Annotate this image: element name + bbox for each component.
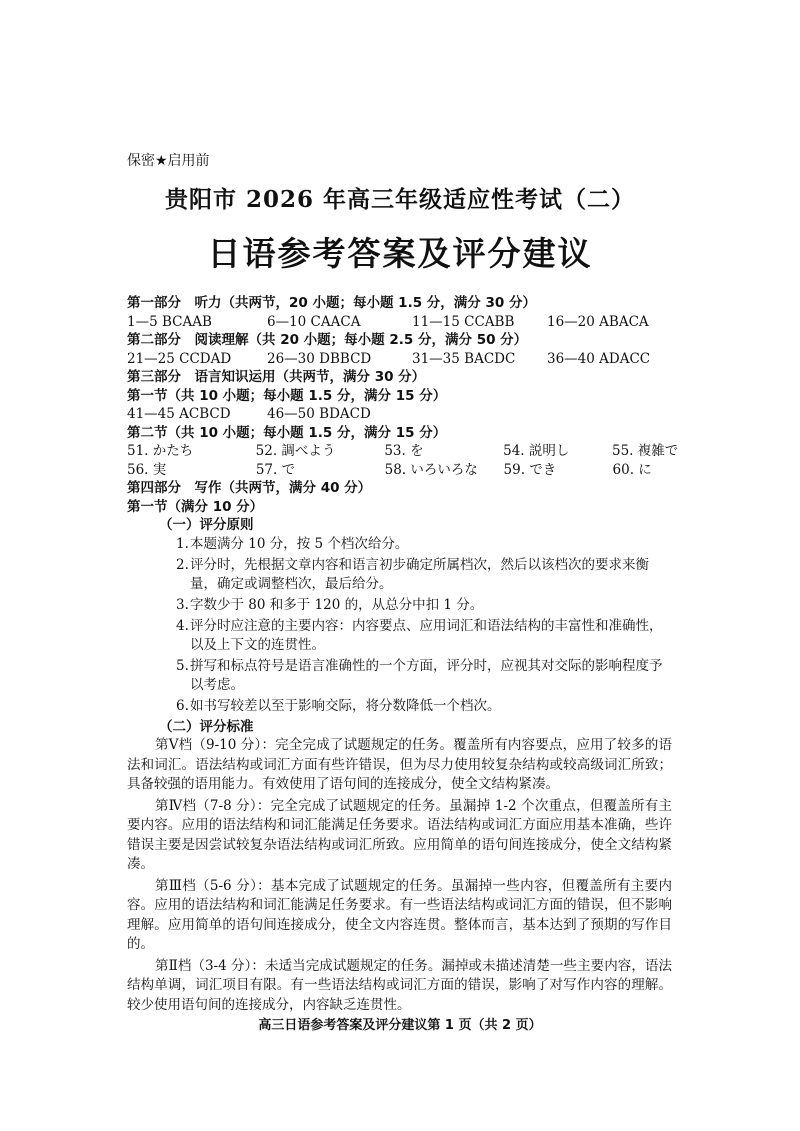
part2-answers: [127, 350, 672, 369]
part3-section1-answers: [127, 405, 672, 424]
answer-group: 11—15 CCABB: [412, 313, 515, 330]
page-footer: 高三日语参考答案及评分建议第 1 页（共 2 页）: [258, 1018, 542, 1033]
standard-paragraph: 第Ⅲ档（5-6 分）：基本完成了试题规定的任务。虽漏掉一些内容，但覆盖所有主要内容。应用的语法结构和词汇能满足任务要求。有一些语法结构或词汇方面的错误，但不影响理解。应用简单的语句间连接成分，使全文内容连贯。整体而言，基本达到了预期的写作目的。: [127, 877, 672, 952]
answer-group: 1—5 BCAAB: [127, 313, 212, 330]
item-number: 1.: [176, 535, 189, 552]
item-text: 评分时，先根据文章内容和语言初步确定所属档次，然后以该档次的要求来衡量，确定或调整档次，最后给分。: [190, 556, 649, 592]
item-text: 本题满分 10 分，按 5 个档次给分。: [190, 535, 409, 552]
standard-paragraph: 第Ⅳ档（7-8 分）：完全完成了试题规定的任务。虽漏掉 1-2 个次重点，但覆盖所有主要内容。应用的语法结构和词汇能满足任务要求。语法结构或词汇方面应用基本准确，些许错误主要是因尝试较复杂语法结构或词汇所致。应用简单的语句间连接成分，使全文结构紧凑。: [127, 797, 672, 872]
confidential-label: 保密★启用前: [127, 153, 210, 169]
answer-group: 36—40 ADACC: [547, 350, 651, 367]
fill-answer: 53. を: [384, 443, 424, 459]
fill-answer: 58. いろいろな: [384, 461, 478, 478]
list-item: [176, 596, 672, 615]
part3-heading: 第三部分 语言知识运用（共两节，满分 30 分）: [127, 369, 426, 385]
list-item: [176, 617, 672, 655]
list-item: [176, 697, 672, 716]
item-text: 评分时应注意的主要内容：内容要点、应用词汇和语法结构的丰富性和准确性，以及上下文的连贯性。: [190, 617, 663, 653]
fill-answer: 56. 実: [127, 461, 167, 478]
item-number: 5.: [176, 657, 189, 674]
standard-paragraph: 第Ⅴ档（9-10 分）：完全完成了试题规定的任务。覆盖所有内容要点，应用了较多的语法和词汇。语法结构或词汇方面有些许错误，但为尽力使用较复杂结构或较高级词汇所致；具备较强的语用能力。有效使用了语句间的连接成分，使全文结构紧凑。: [127, 737, 672, 792]
fill-answer: 52. 調べよう: [255, 443, 336, 459]
standards-heading: （二）评分标准: [159, 718, 254, 735]
list-item: [176, 556, 672, 594]
part3-section2-row2: [127, 461, 672, 480]
document-title: 日语参考答案及评分建议: [207, 234, 593, 273]
part4-section1-heading: 第一节（满分 10 分）: [127, 498, 264, 515]
item-number: 6.: [176, 697, 189, 714]
answer-group: 41—45 ACBCD: [127, 406, 231, 422]
answer-group: 21—25 CCDAD: [127, 350, 232, 367]
list-item: [176, 657, 672, 695]
fill-answer: 60. に: [612, 461, 652, 478]
principles-heading: （一）评分原则: [159, 517, 254, 533]
part4-heading: 第四部分 写作（共两节，满分 40 分）: [127, 480, 372, 496]
answer-group: 46—50 BDACD: [267, 406, 371, 422]
answer-group: 26—30 DBBCD: [267, 350, 372, 367]
main-content: [127, 294, 679, 1017]
item-number: 2.: [176, 556, 189, 573]
fill-answer: 54. 説明し: [503, 443, 570, 459]
fill-answer: 59. でき: [503, 461, 557, 478]
item-text: 如书写较差以至于影响交际，将分数降低一个档次。: [190, 697, 501, 714]
part2-heading: 第二部分 阅读理解（共 20 小题；每小题 2.5 分，满分 50 分）: [127, 332, 528, 348]
part3-section2-heading: 第二节（共 10 小题；每小题 1.5 分，满分 15 分）: [127, 424, 447, 441]
item-text: 字数少于 80 和多于 120 的，从总分中扣 1 分。: [190, 596, 484, 613]
answer-group: 16—20 ABACA: [547, 313, 649, 330]
part1-answers: [127, 313, 672, 332]
item-number: 3.: [176, 596, 189, 613]
scoring-principles-list: [127, 535, 672, 716]
item-text: 拼写和标点符号是语言准确性的一个方面，评分时，应视其对交际的影响程度予以考虑。: [190, 657, 663, 693]
fill-answer: 55. 複雑で: [612, 443, 679, 459]
part3-section1-heading: 第一节（共 10 小题；每小题 1.5 分，满分 15 分）: [127, 387, 447, 404]
answer-group: 31—35 BACDC: [412, 350, 516, 367]
answer-group: 6—10 CAACA: [267, 313, 361, 330]
fill-answer: 57. で: [255, 461, 296, 478]
list-item: [176, 535, 672, 554]
item-number: 4.: [176, 617, 189, 634]
standard-paragraph: 第Ⅱ档（3-4 分）：未适当完成试题规定的任务。漏掉或未描述清楚一些主要内容，语法结构单调，词汇项目有限。有一些语法结构或词汇方面的错误，影响了对写作内容的理解。较少使用语句间的连接成分，内容缺乏连贯性。: [127, 957, 672, 1013]
part3-section2-row1: [127, 442, 679, 461]
fill-answer: 51. かたち: [127, 443, 194, 459]
exam-title: 贵阳市 2026 年高三年级适应性考试（二）: [164, 186, 636, 213]
part1-heading: 第一部分 听力（共两节，20 小题；每小题 1.5 分，满分 30 分）: [127, 295, 536, 311]
